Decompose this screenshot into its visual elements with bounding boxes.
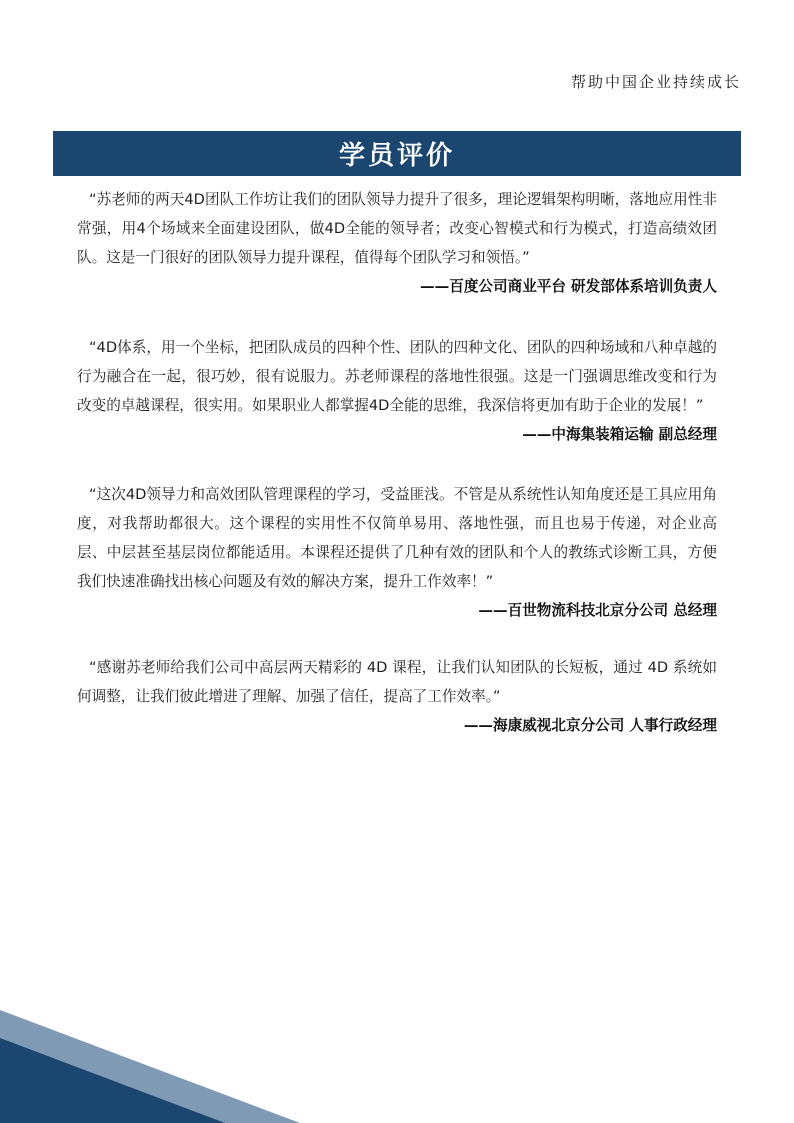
review-item xyxy=(77,185,717,301)
review-quote: “感谢苏老师给我们公司中高层两天精彩的 4D 课程，让我们认知团队的长短板，通过 4D 系统如何调整，让我们彼此增进了理解、加强了信任，提高了工作效率。” xyxy=(77,659,717,705)
corner-decoration xyxy=(0,1000,320,1123)
review-quote: “4D体系，用一个坐标，把团队成员的四种个性、团队的四种文化、团队的四种场域和八种卓越的行为融合在一起，很巧妙，很有说服力。苏老师课程的落地性很强。这是一门强调思维改变和行为改变的卓越课程，很实用。如果职业人都掌握4D全能的思维，我深信将更加有助于企业的发展！” xyxy=(77,339,717,414)
section-title: 学员评价 xyxy=(338,141,455,171)
spacer xyxy=(77,449,717,480)
review-item xyxy=(77,480,717,625)
review-quote: “苏老师的两天4D团队工作坊让我们的团队领导力提升了很多，理论逻辑架构明晰，落地应用性非常强，用4个场域来全面建设团队，做4D全能的领导者；改变心智模式和行为模式，打造高绩效团队。这是一门很好的团队领导力提升课程，值得每个团队学习和领悟。” xyxy=(77,191,717,266)
review-item xyxy=(77,653,717,740)
reviews-list xyxy=(77,185,717,740)
spacer xyxy=(77,625,717,653)
review-attribution: ——中海集装箱运输 副总经理 xyxy=(522,426,717,443)
review-quote: “这次4D领导力和高效团队管理课程的学习，受益匪浅。不管是从系统性认知角度还是工具应用角度，对我帮助都很大。这个课程的实用性不仅简单易用、落地性强，而且也易于传递，对企业高层、中层甚至基层岗位都能适用。本课程还提供了几种有效的团队和个人的教练式诊断工具，方便我们快速准确找出核心问题及有效的解决方案，提升工作效率！” xyxy=(77,486,717,590)
header-tagline: 帮助中国企业持续成长 xyxy=(570,73,741,91)
section-title-bar xyxy=(53,131,741,176)
review-item xyxy=(77,333,717,449)
review-attribution: ——百世物流科技北京分公司 总经理 xyxy=(478,602,717,619)
decoration-dark-band xyxy=(0,1038,225,1123)
spacer xyxy=(77,301,717,333)
review-attribution: ——百度公司商业平台 研发部体系培训负责人 xyxy=(420,278,717,295)
review-attribution: ——海康威视北京分公司 人事行政经理 xyxy=(463,717,717,734)
